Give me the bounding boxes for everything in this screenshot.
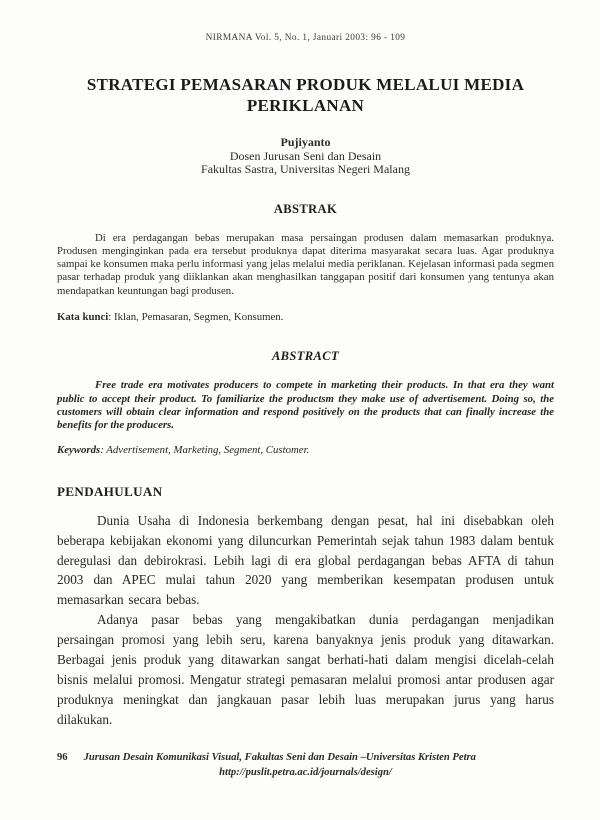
keywords-label: Keywords [57, 444, 101, 457]
pendahuluan-paragraph-2: Adanya pasar bebas yang mengakibatkan dunia perdagangan menjadikan persaingan promosi yang lebih seru, karena banyaknya jenis produk yang ditawarkan. Berbagai jenis produk yang ditawarkan sangat berhati-hati dalam mengisi dicelah-celah bisnis melalui promosi. Mengatur strategi pemasaran melalui promosi antar produsen agar produknya meningkat dan jangkauan pasar lebih luas merupakan jurus yang harus dilakukan. [57, 612, 554, 727]
abstract-body: Free trade era motivates producers to compete in marketing their products. In that era they want public to accept their product. To familiarize the productsm they make use of advertisement. Doing so, the customers will obtain clear information and respond positively on the products that can finally increase the benefits for the producers. [57, 379, 554, 432]
footer-journal-url: http://puslit.petra.ac.id/journals/design/ [219, 766, 392, 778]
pendahuluan-heading: PENDAHULUAN [57, 483, 163, 499]
pendahuluan-paragraph-1: Dunia Usaha di Indonesia berkembang dengan pesat, hal ini disebabkan oleh beberapa kebijakan ekonomi yang diluncurkan Pemerintah sejak tahun 1983 dalam bentuk deregulasi dan debirokrasi. Lebih lagi di era global perdagangan bebas AFTA di tahun 2003 dan APEC mulai tahun 2020 yang memberikan kesempatan produsen untuk memasarkan secara bebas. [57, 512, 554, 608]
page-content [57, 0, 554, 730]
keywords-text: : Advertisement, Marketing, Segment, Customer. [100, 444, 310, 457]
kata-kunci-text: : Iklan, Pemasaran, Segmen, Konsumen. [108, 310, 284, 323]
author-affiliation-line2: Fakultas Sastra, Universitas Negeri Malang [201, 162, 410, 176]
abstract-heading: ABSTRACT [271, 349, 340, 364]
footer-affiliation: Jurusan Desain Komunikasi Visual, Fakultas Seni dan Desain –Universitas Kristen Petra [83, 752, 476, 763]
kata-kunci-line [57, 311, 554, 324]
author-affiliation-line1: Dosen Jurusan Seni dan Desain [229, 148, 382, 163]
article-title: STRATEGI PEMASARAN PRODUK MELALUI MEDIA PERIKLANAN [86, 75, 525, 115]
footer-affiliation-line [57, 751, 554, 766]
author-block [57, 136, 554, 177]
page-footer [57, 751, 554, 780]
author-name: Pujiyanto [280, 135, 331, 149]
keywords-line [57, 444, 554, 457]
abstrak-heading: ABSTRAK [273, 201, 338, 216]
kata-kunci-label: Kata kunci [57, 310, 109, 323]
footer-page-number: 96 [57, 752, 68, 763]
abstrak-body: Di era perdagangan bebas merupakan masa persaingan produsen dalam memasarkan produknya. Produsen menginginkan pada era tersebut produknya dapat diterima masyarakat secara luas. Agar produknya sampai ke konsumen maka perlu informasi yang jelas melalui media periklanan. Kejelasan informasi pada segmen pasar terhadap produk yang diiklankan akan menghasilkan tanggapan positif dari konsumen yang tentunya akan mendapatkan keuntungan bagi produsen. [57, 231, 554, 297]
journal-header: NIRMANA Vol. 5, No. 1, Januari 2003: 96 - 109 [205, 33, 406, 43]
